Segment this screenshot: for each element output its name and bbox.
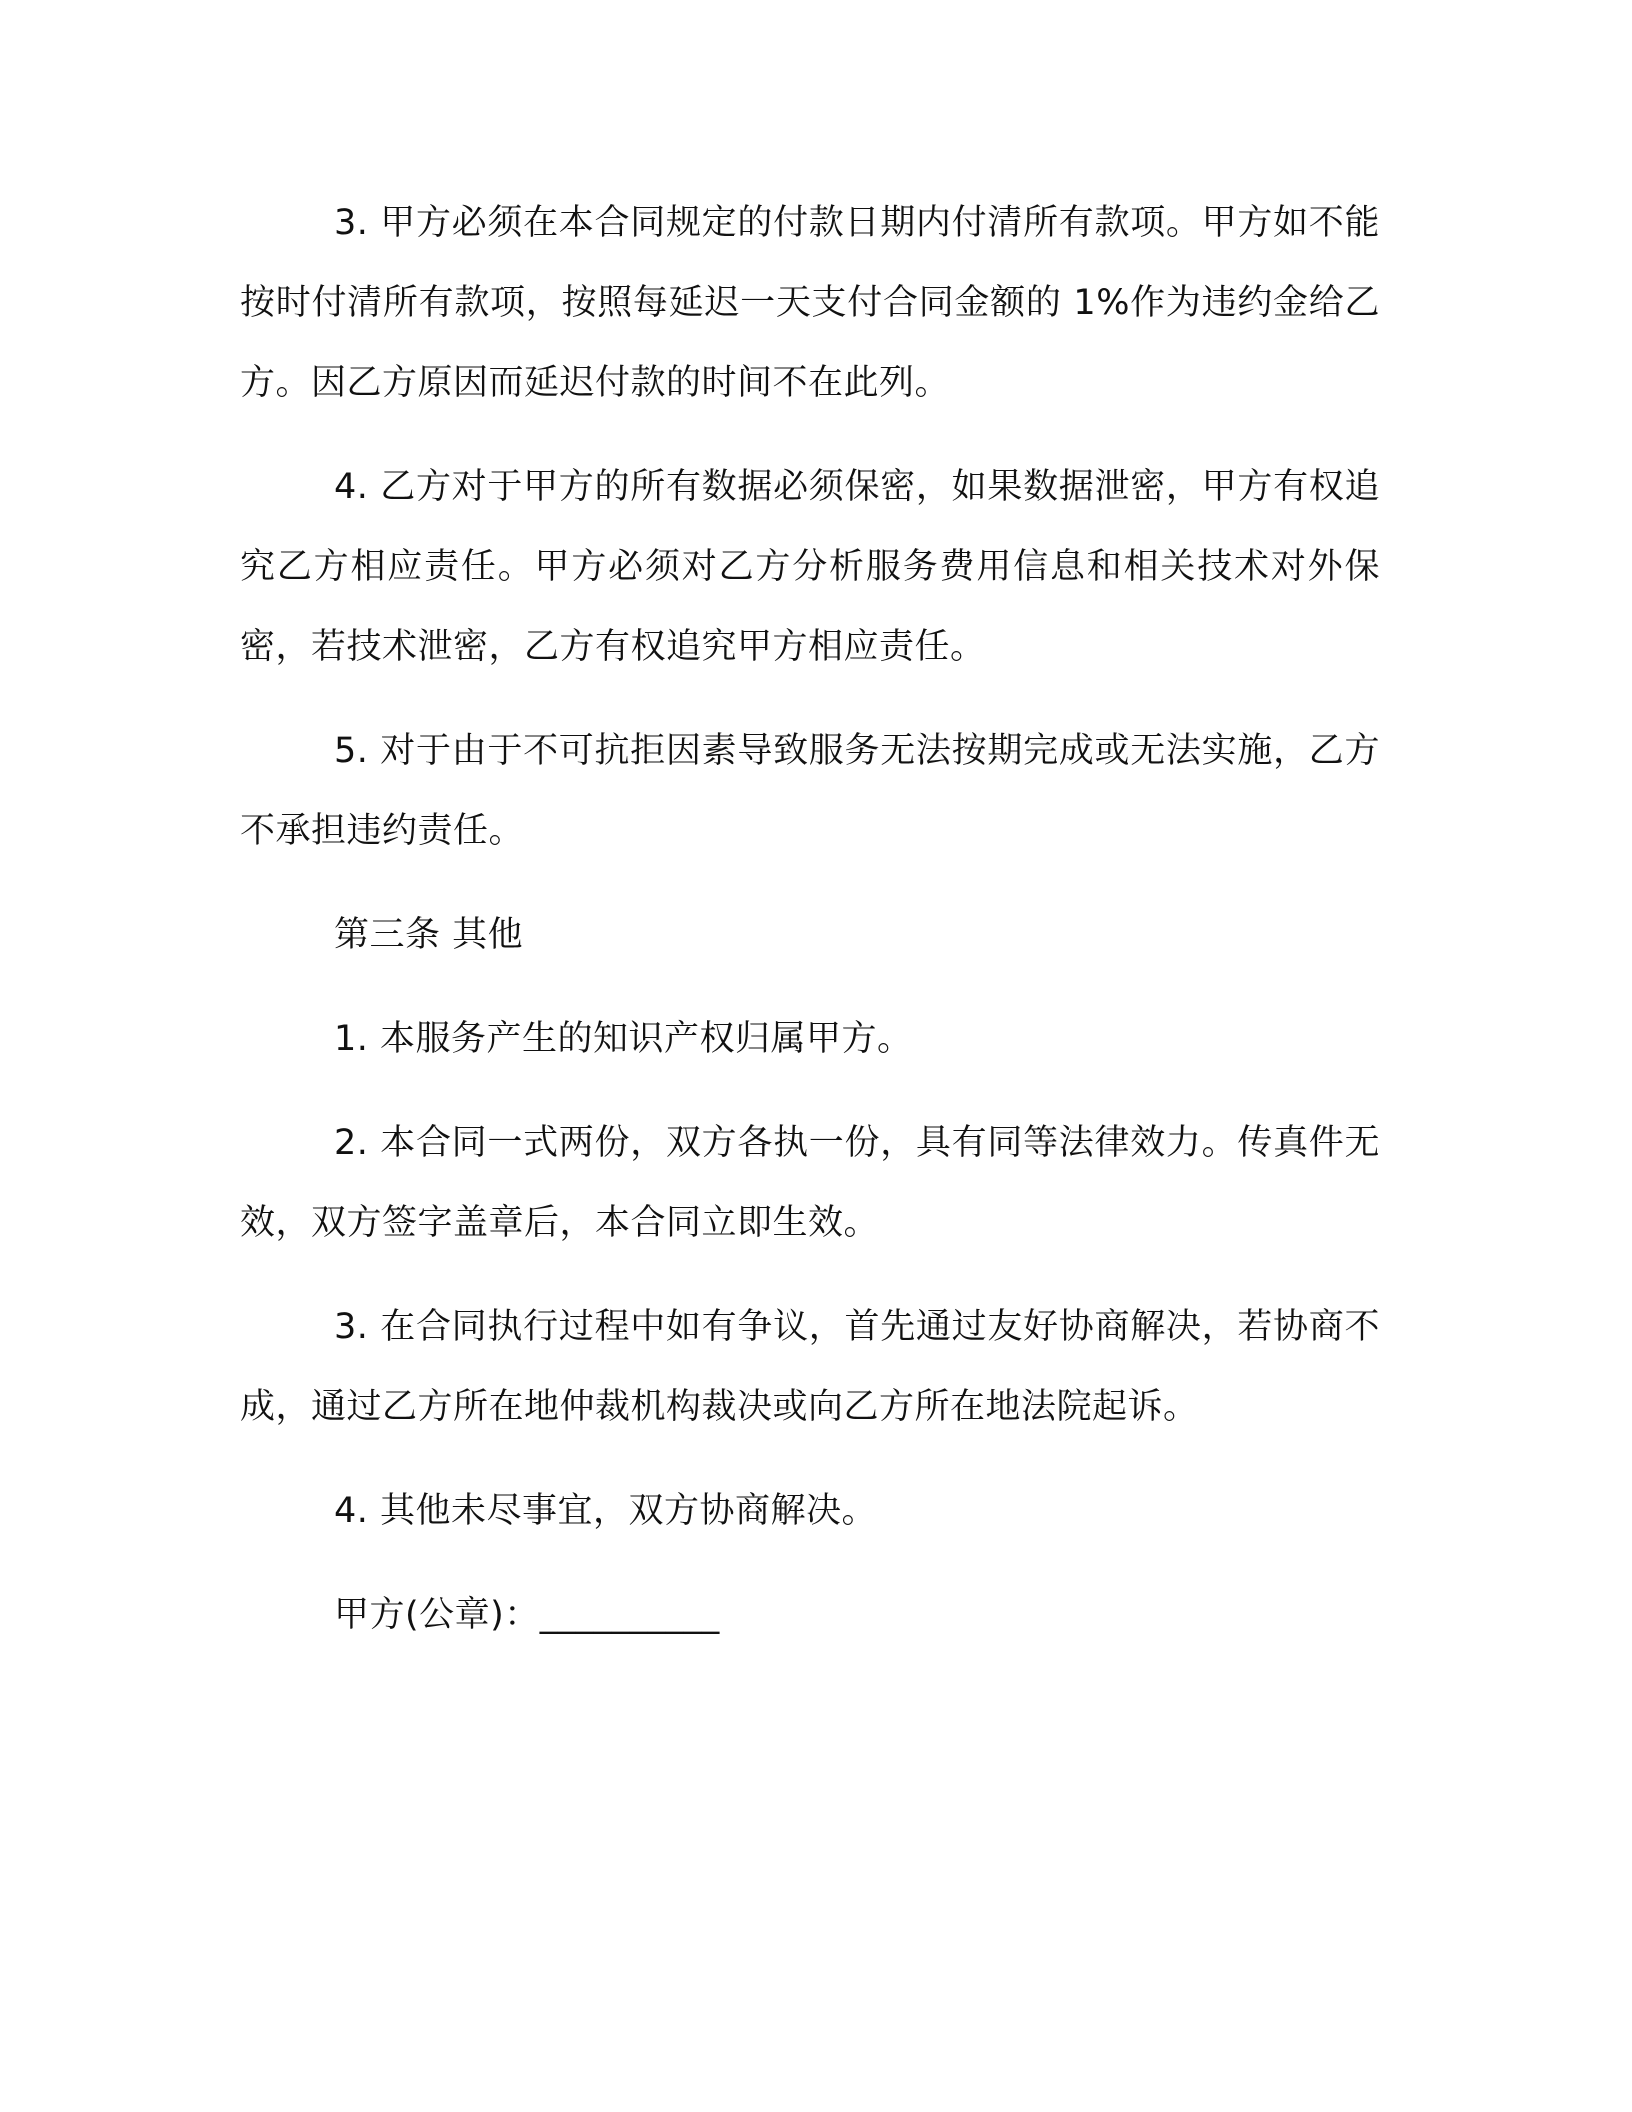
other-item-misc: 4. 其他未尽事宜，双方协商解决。 (334, 1491, 878, 1531)
clause-confidentiality: 4. 乙方对于甲方的所有数据必须保密，如果数据泄密，甲方有权追究乙方相应责任。甲方必须对乙方分析服务费用信息和相关技术对外保密，若技术泄密，乙方有权追究甲方相应责任。 (240, 467, 1380, 667)
party-a-seal-line: 甲方(公章)：__________ (334, 1595, 720, 1635)
clause-payment: 3. 甲方必须在本合同规定的付款日期内付清所有款项。甲方如不能按时付清所有款项，按照每延迟一天支付合同金额的 1%作为违约金给乙方。因乙方原因而延迟付款的时间不在此列。 (240, 203, 1380, 403)
section-heading: 第三条 其他 (334, 915, 524, 955)
contract-page (240, 183, 1380, 1655)
other-item-copies: 2. 本合同一式两份，双方各执一份，具有同等法律效力。传真件无效，双方签字盖章后，本合同立即生效。 (240, 1123, 1380, 1243)
clause-force-majeure: 5. 对于由于不可抗拒因素导致服务无法按期完成或无法实施，乙方不承担违约责任。 (240, 731, 1380, 851)
other-item-ip: 1. 本服务产生的知识产权归属甲方。 (334, 1019, 913, 1059)
other-item-dispute: 3. 在合同执行过程中如有争议，首先通过友好协商解决，若协商不成，通过乙方所在地仲裁机构裁决或向乙方所在地法院起诉。 (240, 1307, 1380, 1427)
